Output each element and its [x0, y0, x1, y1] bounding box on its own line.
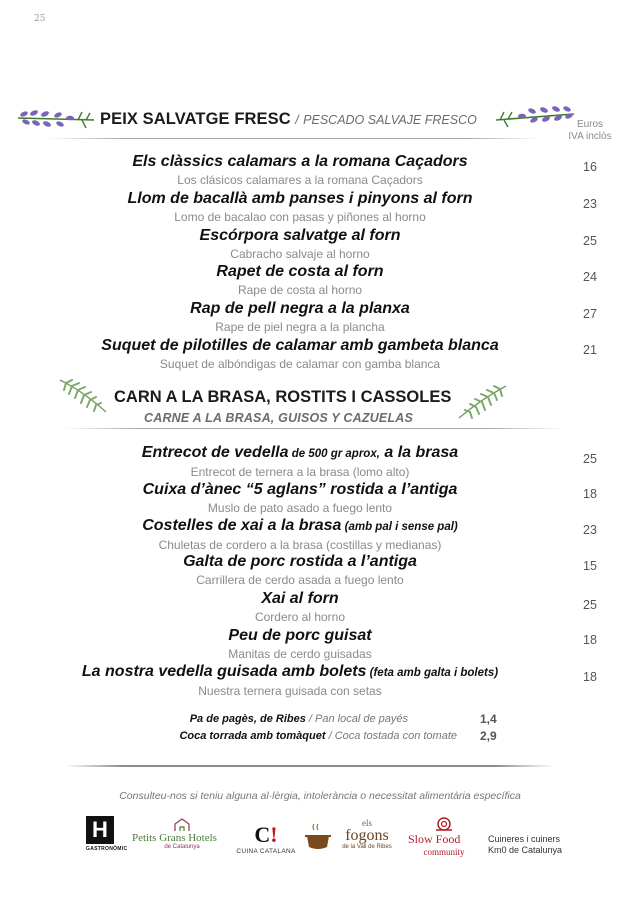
- fern-leaf-icon: [58, 376, 108, 416]
- petits-grans-hotels-logo: [132, 818, 232, 850]
- pgh-name: Petits Grans Hotels: [132, 832, 217, 844]
- dish-name: Els clàssics calamars a la romana Caçadors: [132, 153, 468, 170]
- cuineres-km0-logo: [488, 834, 562, 856]
- slowfood-sub: community: [423, 847, 465, 857]
- cuina-catalana-logo: [236, 822, 296, 855]
- dish-name-detail: (amb pal i sense pal): [341, 521, 458, 533]
- dish-name: [40, 552, 560, 572]
- extra-price: 1,4: [480, 712, 497, 726]
- price-header: [560, 119, 620, 143]
- extra-name: Pa de pagès, de Ribes: [189, 713, 306, 725]
- h-letter: H: [86, 816, 114, 844]
- meat-dish: [20, 662, 560, 699]
- section-meat-divider: [64, 428, 564, 429]
- dish-price: 24: [583, 270, 597, 284]
- fish-dish: [40, 336, 560, 372]
- partner-logos: [0, 812, 640, 872]
- dish-name-main: Cuixa d’ànec “5 aglans” rostida a l’antiga: [142, 481, 458, 498]
- footer-divider: [64, 765, 554, 767]
- fish-dish: [40, 299, 560, 335]
- section-fish-title-main: PEIX SALVATGE FRESC: [100, 110, 291, 128]
- meat-dish: [40, 480, 560, 516]
- fogons-name: fogons: [345, 827, 389, 844]
- meat-dish: [40, 443, 560, 480]
- extra-price: 2,9: [480, 729, 497, 743]
- cooking-pot-icon: [304, 822, 332, 852]
- dish-price: 23: [583, 197, 597, 211]
- fish-dish: [40, 262, 560, 298]
- extra-translation: Coca tostada con tomate: [334, 730, 457, 742]
- dish-translation: Nuestra ternera guisada con setas: [198, 684, 382, 698]
- dish-translation: Rape de costa al horno: [237, 283, 363, 297]
- dish-translation: Cordero al horno: [254, 610, 346, 624]
- cuineres-line2: Km0 de Catalunya: [488, 845, 563, 855]
- section-fish-header: [16, 100, 616, 144]
- dish-name: Escórpora salvatge al forn: [199, 227, 401, 244]
- price-header-vat: IVA inclòs: [568, 131, 612, 142]
- dish-name: [40, 626, 560, 646]
- dish-name-detail: (feta amb galta i bolets): [366, 667, 499, 679]
- meat-dish: [40, 589, 560, 625]
- dish-translation: Muslo de pato asado a fuego lento: [207, 501, 393, 515]
- extra-translation: Pan local de payés: [315, 713, 408, 725]
- section-meat-header: [58, 376, 518, 436]
- dish-price: 21: [583, 343, 597, 357]
- extra-name: Coca torrada amb tomàquet: [179, 730, 326, 742]
- fish-dish: [40, 226, 560, 262]
- dish-price: 25: [583, 598, 597, 612]
- dish-translation: Entrecot de ternera a la brasa (lomo alto): [190, 465, 410, 479]
- page-number: 25: [34, 14, 46, 24]
- cc-mark: [236, 822, 296, 848]
- section-fish-subtitle: PESCADO SALVAJE FRESCO: [303, 113, 477, 127]
- dish-price: 25: [583, 452, 597, 466]
- house-icon: [172, 818, 192, 832]
- dish-name: Llom de bacallà amb panses i pinyons al forn: [127, 190, 473, 207]
- dish-name: Rapet de costa al forn: [216, 263, 384, 280]
- slowfood-name: Slow Food: [408, 832, 461, 846]
- dish-price: 27: [583, 307, 597, 321]
- section-meat-subtitle: CARNE A LA BRASA, GUISOS Y CAZUELAS: [144, 411, 414, 425]
- pgh-sub: de Catalunya: [164, 844, 200, 850]
- dish-name: Suquet de pilotilles de calamar amb gambeta blanca: [101, 337, 499, 354]
- meat-dish: [40, 626, 560, 662]
- slow-food-logo: [408, 816, 480, 857]
- dish-price: 16: [583, 160, 597, 174]
- dish-translation: Suquet de albóndigas de calamar con gamba blanca: [159, 357, 441, 371]
- lavender-sprig-icon: [16, 104, 96, 130]
- cc-exclamation: !: [270, 822, 278, 847]
- fogons-sub: de la Vall de Ribes: [342, 844, 392, 850]
- dish-name: [40, 480, 560, 500]
- dish-price: 23: [583, 523, 597, 537]
- dish-price: 18: [583, 670, 597, 684]
- dish-price: 18: [583, 633, 597, 647]
- dish-name-main: La nostra vedella guisada amb bolets: [81, 663, 367, 680]
- section-fish-title: [100, 110, 477, 129]
- dish-name-detail: de 500 gr aprox,: [288, 448, 380, 460]
- dish-name-main: Costelles de xai a la brasa: [142, 517, 342, 534]
- fogons-els: els: [362, 818, 372, 828]
- dish-price: 15: [583, 559, 597, 573]
- cuineres-line1: Cuineres i cuiners: [488, 834, 561, 844]
- fish-dish: [40, 152, 560, 188]
- fish-dish: [40, 189, 560, 225]
- dish-price: 18: [583, 487, 597, 501]
- dish-translation: Los clásicos calamares a la romana Caçadors: [177, 173, 423, 187]
- fogons-text: [334, 818, 400, 850]
- dish-translation: Carrillera de cerdo asada a fuego lento: [196, 573, 404, 587]
- dish-name-main: Galta de porc rostida a l’antiga: [183, 553, 417, 570]
- meat-dish: [40, 516, 560, 553]
- snail-icon: [433, 816, 455, 832]
- dish-name-main: Xai al forn: [261, 590, 339, 607]
- dish-translation: Rape de piel negra a la plancha: [215, 320, 385, 334]
- section-meat-title: CARN A LA BRASA, ROSTITS I CASSOLES: [114, 388, 452, 406]
- dish-name: Rap de pell negra a la planxa: [190, 300, 410, 317]
- extra-item: [140, 713, 408, 725]
- dish-name: [20, 662, 560, 683]
- dish-translation: Cabracho salvaje al horno: [230, 247, 370, 261]
- section-fish-separator: /: [295, 113, 299, 127]
- dish-name-end: a la brasa: [379, 444, 459, 461]
- meat-dish: [40, 552, 560, 588]
- allergy-note: Consulteu-nos si teniu alguna al·lèrgia, intolerància o necessitat alimentària específica: [119, 790, 521, 802]
- section-fish-divider: [46, 138, 541, 139]
- dish-price: 25: [583, 234, 597, 248]
- dish-translation: Manitas de cerdo guisadas: [228, 647, 372, 661]
- cc-letter: C: [254, 822, 271, 847]
- fern-leaf-icon: [456, 382, 508, 422]
- price-header-currency: Euros: [576, 119, 604, 130]
- dish-translation: Chuletas de cordero a la brasa (costillas y medianas): [158, 538, 442, 552]
- dish-translation: Lomo de bacalao con pasas y piñones al horno: [174, 210, 426, 224]
- extra-item: [139, 730, 457, 742]
- dish-name-main: Entrecot de vedella: [141, 444, 289, 461]
- cc-caption: CUINA CATALANA: [236, 848, 296, 855]
- dish-name: [40, 443, 560, 464]
- extra-separator: /: [305, 713, 316, 725]
- dish-name-main: Peu de porc guisat: [228, 627, 372, 644]
- gastronomic-hotel-logo: [86, 816, 127, 852]
- h-caption: GASTRONÒMIC: [86, 846, 128, 852]
- dish-name: [40, 589, 560, 609]
- extra-separator: /: [325, 730, 335, 742]
- dish-name: [40, 516, 560, 537]
